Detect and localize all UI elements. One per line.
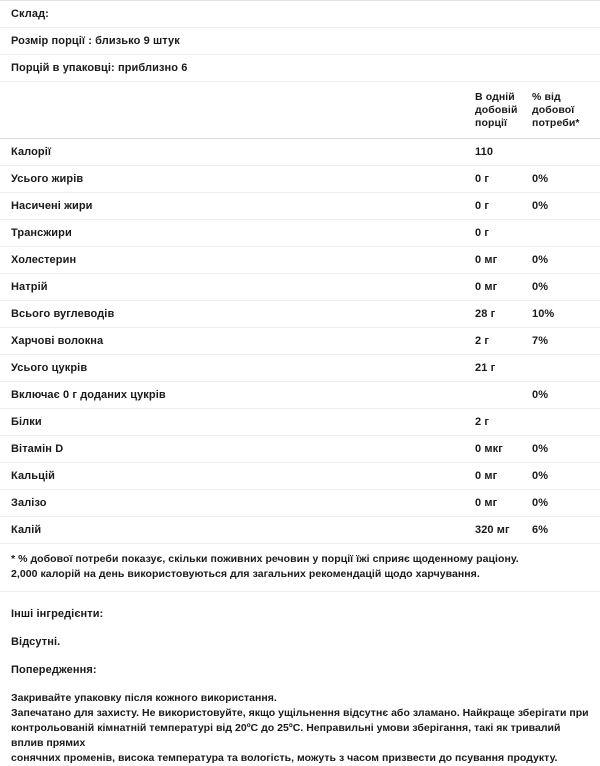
nutrient-name: Калій bbox=[0, 517, 475, 544]
nutrient-daily-value bbox=[532, 409, 600, 436]
nutrient-amount: 0 мкг bbox=[475, 436, 532, 463]
nutrient-amount: 110 bbox=[475, 139, 532, 166]
nutrient-amount: 0 мг bbox=[475, 490, 532, 517]
servings-per-container-row bbox=[0, 55, 600, 82]
nutrient-name: Трансжири bbox=[0, 220, 475, 247]
other-ingredients-section bbox=[0, 607, 600, 766]
nutrient-name: Залізо bbox=[0, 490, 475, 517]
nutrient-amount bbox=[475, 382, 532, 409]
nutrient-daily-value bbox=[532, 139, 600, 166]
nutrient-daily-value bbox=[532, 220, 600, 247]
nutrient-amount: 0 г bbox=[475, 220, 532, 247]
nutrient-name: Кальцій bbox=[0, 463, 475, 490]
nutrient-name: Харчові волокна bbox=[0, 328, 475, 355]
table-row bbox=[0, 220, 600, 247]
table-row bbox=[0, 274, 600, 301]
nutrient-name: Вітамін D bbox=[0, 436, 475, 463]
nutrient-name: Холестерин bbox=[0, 247, 475, 274]
nutrient-amount: 0 г bbox=[475, 193, 532, 220]
nutrient-daily-value bbox=[532, 355, 600, 382]
nutrient-amount: 0 мг bbox=[475, 274, 532, 301]
nutrient-amount: 2 г bbox=[475, 328, 532, 355]
warning-line-1: Закривайте упаковку після кожного використання. bbox=[11, 692, 277, 704]
nutrient-name: Калорії bbox=[0, 139, 475, 166]
nutrient-amount: 21 г bbox=[475, 355, 532, 382]
other-ingredients-label: Інші інгредієнти: bbox=[11, 608, 104, 620]
warning-text bbox=[11, 691, 589, 766]
warning-line-2: Запечатано для захисту. Не використовуйте, якщо ущільнення відсутнє або зламано. Найкраще зберігати при bbox=[11, 707, 589, 719]
servings-per-container-label: Порцій в упаковці: приблизно 6 bbox=[0, 55, 600, 82]
nutrient-name: Усього цукрів bbox=[0, 355, 475, 382]
nutrient-daily-value: 0% bbox=[532, 382, 600, 409]
other-ingredients-value: Відсутні. bbox=[11, 636, 61, 648]
column-header-name bbox=[0, 82, 475, 139]
nutrient-daily-value: 0% bbox=[532, 193, 600, 220]
table-row bbox=[0, 193, 600, 220]
nutrient-name: Включає 0 г доданих цукрів bbox=[0, 382, 475, 409]
table-row bbox=[0, 436, 600, 463]
footnote-line-1: * % добової потреби показує, скільки поживних речовин у порції їжі сприяє щоденному раціону. bbox=[11, 553, 519, 565]
column-header-amount-per-serving: В одній добовій порції bbox=[475, 82, 532, 139]
table-row bbox=[0, 517, 600, 544]
nutrient-daily-value: 10% bbox=[532, 301, 600, 328]
nutrient-daily-value: 0% bbox=[532, 274, 600, 301]
table-row bbox=[0, 490, 600, 517]
table-row bbox=[0, 463, 600, 490]
table-row bbox=[0, 409, 600, 436]
nutrient-name: Насичені жири bbox=[0, 193, 475, 220]
table-header-row bbox=[0, 82, 600, 139]
nutrient-daily-value: 0% bbox=[532, 490, 600, 517]
nutrient-amount: 0 мг bbox=[475, 247, 532, 274]
table-row bbox=[0, 247, 600, 274]
table-row bbox=[0, 328, 600, 355]
table-row bbox=[0, 382, 600, 409]
serving-size-label: Розмір порції : близько 9 штук bbox=[0, 28, 600, 55]
column-header-percent-daily-value: % від добової потреби* bbox=[532, 82, 600, 139]
nutrient-name: Всього вуглеводів bbox=[0, 301, 475, 328]
nutrient-name: Білки bbox=[0, 409, 475, 436]
table-row bbox=[0, 355, 600, 382]
nutrient-amount: 28 г bbox=[475, 301, 532, 328]
table-row bbox=[0, 166, 600, 193]
nutrient-amount: 0 мг bbox=[475, 463, 532, 490]
nutrient-daily-value: 0% bbox=[532, 436, 600, 463]
nutrient-name: Усього жирів bbox=[0, 166, 475, 193]
warning-label: Попередження: bbox=[11, 664, 97, 676]
nutrient-name: Натрій bbox=[0, 274, 475, 301]
warning-line-3: контрольованій кімнатній температурі від 20ºC до 25ºC. Неправильні умови зберігання, такі як тривалий вплив прямих bbox=[11, 722, 561, 749]
daily-value-footnote bbox=[0, 544, 600, 592]
footnote-line-2: 2,000 калорій на день використовуються для загальних рекомендацій щодо харчування. bbox=[11, 568, 480, 580]
nutrient-amount: 0 г bbox=[475, 166, 532, 193]
nutrient-daily-value: 0% bbox=[532, 166, 600, 193]
composition-row bbox=[0, 1, 600, 28]
table-row bbox=[0, 139, 600, 166]
composition-label: Склад: bbox=[0, 1, 600, 28]
nutrient-amount: 320 мг bbox=[475, 517, 532, 544]
serving-size-row bbox=[0, 28, 600, 55]
nutrient-daily-value: 6% bbox=[532, 517, 600, 544]
nutrient-daily-value: 7% bbox=[532, 328, 600, 355]
table-row bbox=[0, 301, 600, 328]
daily-value-footnote-row bbox=[0, 544, 600, 592]
warning-line-4: сонячних променів, висока температура та вологість, можуть з часом призвести до псування продукту. bbox=[11, 752, 558, 764]
nutrient-daily-value: 0% bbox=[532, 247, 600, 274]
nutrient-daily-value: 0% bbox=[532, 463, 600, 490]
nutrient-amount: 2 г bbox=[475, 409, 532, 436]
